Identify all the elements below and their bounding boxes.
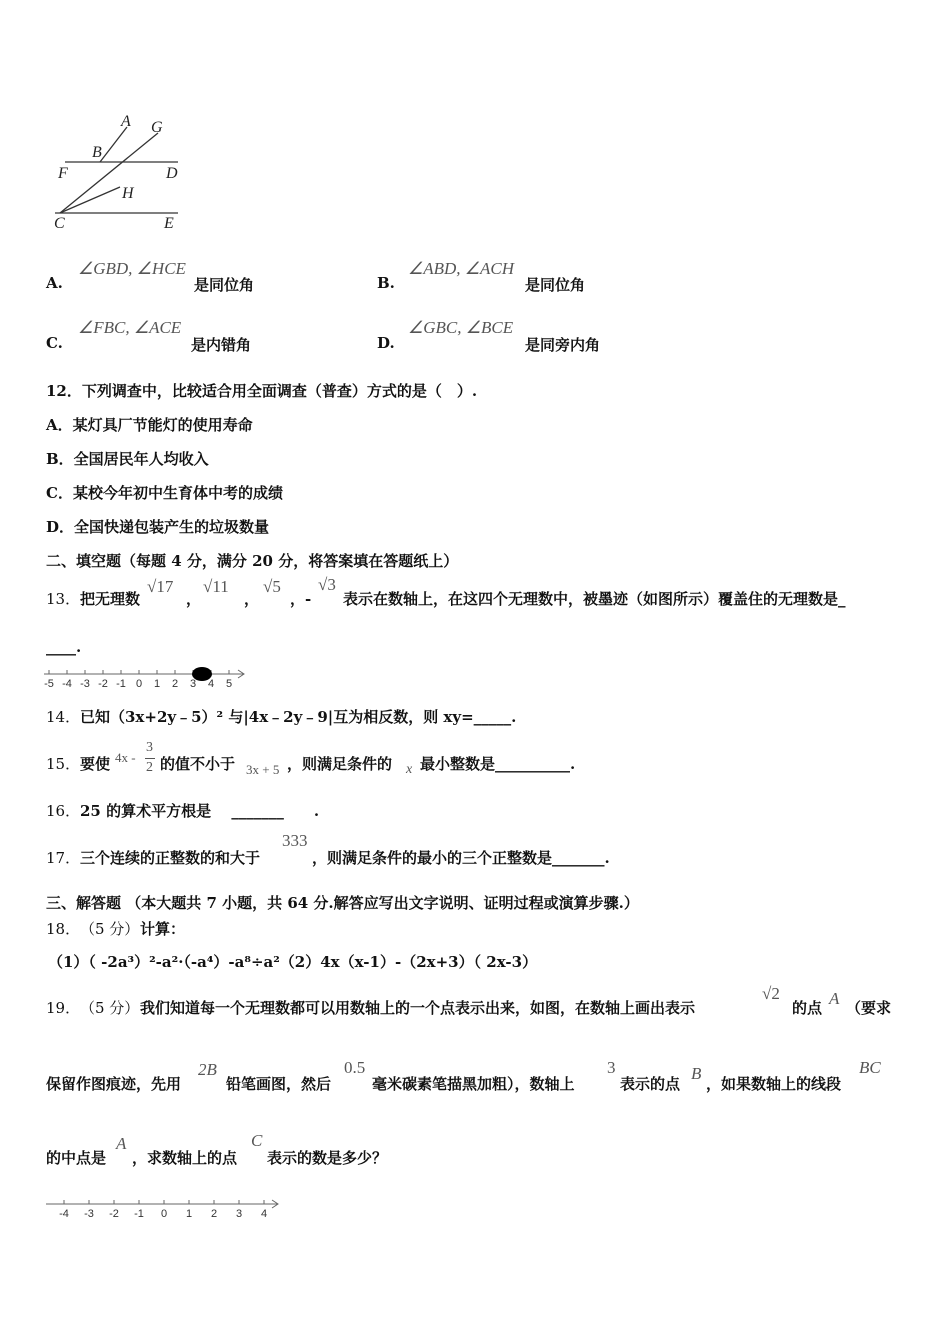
fraction-bar [145,758,155,759]
option-text: 是同位角 [194,276,255,294]
ink-blot [192,667,212,681]
q19-text: 表示的点 [620,1075,681,1093]
sqrt17: √17 [147,577,174,596]
q12-option-d: D．全国快递包装产生的垃圾数量 [46,518,270,536]
point-c: C [251,1131,263,1150]
q19-text: 表示的数是多少？ [267,1149,388,1167]
label-G: G [151,119,163,136]
number-line-ink [42,664,252,690]
option-math: ∠ABD, ∠ACH [408,259,515,278]
comma: ， [186,590,202,608]
tick-label: 1 [153,678,161,690]
q13-text: 表示在数轴上，在这四个无理数中，被墨迹（如图所示）覆盖住的无理数是_ [343,590,846,608]
point-a: A [829,989,840,1008]
tick-label: -3 [80,678,90,690]
q12-option-c: C．某校今年初中生育体中考的成绩 [46,484,283,502]
tick-label: -2 [109,1208,119,1220]
question-number: 16． [46,802,81,820]
label-D: D [166,165,178,182]
label-E: E [164,215,174,232]
tick-label: 3 [189,678,197,690]
tick-label: -3 [84,1208,94,1220]
option-math: ∠FBC, ∠ACE [78,318,182,337]
option-letter: D. [377,334,395,352]
expression: 4x - [115,750,136,765]
tick-label: 0 [160,1208,168,1220]
section2-heading: 二、填空题（每题 4 分，满分 20 分，将答案填在答题纸上） [46,552,459,570]
answer-blank: ____. [46,638,82,656]
score: （5 分） [80,920,140,938]
q19-text: ，求数轴上的点 [132,1149,238,1167]
label-F: F [58,165,68,182]
label-A: A [121,113,131,130]
q19-text: ，如果数轴上的线段 [706,1075,842,1093]
number-line [44,1196,284,1226]
q12-option-b: B．全国居民年人均收入 [46,450,209,468]
q19-text: 的点 [792,999,823,1017]
tick-label: -1 [116,678,126,690]
q15-text: 要使 [80,755,111,773]
q18-expression: （1）（ -2a³）²-a²·（-a⁴）-a⁸÷a²（2）4x（x-1）-（2x+3）（ 2x-3） [48,953,538,971]
q17-text: 三个连续的正整数的和大于 [80,849,261,867]
q19-text: 保留作图痕迹，先用 [46,1075,182,1093]
tick-label: -2 [98,678,108,690]
question-number: 13． [46,590,81,608]
fraction-numerator: 3 [146,740,153,755]
tick-label: -4 [62,678,72,690]
question-number: 17． [46,849,81,867]
option-math: ∠GBD, ∠HCE [78,259,186,278]
option-text: 是同旁内角 [525,336,601,354]
option-math: ∠GBC, ∠BCE [408,318,514,337]
tick-label: -1 [134,1208,144,1220]
option-text: 是内错角 [191,336,252,354]
q12-option-a: A．某灯具厂节能灯的使用寿命 [46,416,253,434]
tick-label: -5 [44,678,54,690]
variable: x [406,762,413,777]
point-b: B [691,1064,702,1083]
tick-label: 2 [171,678,179,690]
q16-text: 25 的算术平方根是 _______ . [80,802,320,820]
tick-label: 5 [225,678,233,690]
fraction-denominator: 2 [146,760,153,775]
comma: ， [244,590,260,608]
q17-text: ，则满足条件的最小的三个正整数是_______. [312,849,610,867]
sqrt11: √11 [203,577,229,596]
geometry-figure [40,105,200,235]
value-3: 3 [607,1058,616,1077]
q18-label: 计算： [140,920,186,938]
tick-label: 4 [207,678,215,690]
question-number: 14． [46,708,81,726]
tick-label: 0 [135,678,143,690]
q14-text: 已知（3x+2y﹣5）² 与|4x﹣2y﹣9|互为相反数，则 xy=_____. [80,708,517,726]
q19-text: 铅笔画图，然后 [226,1075,332,1093]
tick-label: -4 [59,1208,69,1220]
segment-bc: BC [859,1058,881,1077]
tick-label: 2 [210,1208,218,1220]
value-0-5: 0.5 [344,1058,366,1077]
sqrt5: √5 [263,577,281,596]
label-B: B [92,144,102,161]
question-number: 15． [46,755,81,773]
question-number: 19． [46,999,81,1017]
label-C: C [54,215,65,232]
q12-stem: 12．下列调查中，比较适合用全面调查（普查）方式的是（ ）. [46,382,478,400]
option-letter: C. [46,334,63,352]
q19-text: 的中点是 [46,1149,107,1167]
sqrt2: √2 [762,984,780,1003]
tick-label: 3 [235,1208,243,1220]
q19-text: （要求 [846,999,892,1017]
score: （5 分） [80,999,140,1017]
q13-text: 把无理数 [80,590,141,608]
q15-text: 的值不小于 [160,755,236,773]
expression: 3x + 5 [246,762,280,777]
section3-heading: 三、解答题 （本大题共 7 小题，共 64 分.解答应写出文字说明、证明过程或演算步骤.） [46,894,639,912]
neg-sign: ，- [290,590,312,608]
value-333: 333 [282,831,308,850]
q19-text: 毫米碳素笔描黑加粗），数轴上 [372,1075,575,1093]
sqrt3: √3 [318,575,336,594]
option-letter: A. [46,274,63,292]
question-number: 18． [46,920,81,938]
tick-label: 4 [260,1208,268,1220]
option-letter: B. [377,274,395,292]
tick-label: 1 [185,1208,193,1220]
label-H: H [122,185,134,202]
point-a: A [116,1134,127,1153]
option-text: 是同位角 [525,276,586,294]
q15-text: 最小整数是__________. [420,755,576,773]
pencil-2b: 2B [198,1060,217,1079]
q15-text: ，则满足条件的 [287,755,393,773]
q19-text: 我们知道每一个无理数都可以用数轴上的一个点表示出来，如图，在数轴上画出表示 [140,999,696,1017]
